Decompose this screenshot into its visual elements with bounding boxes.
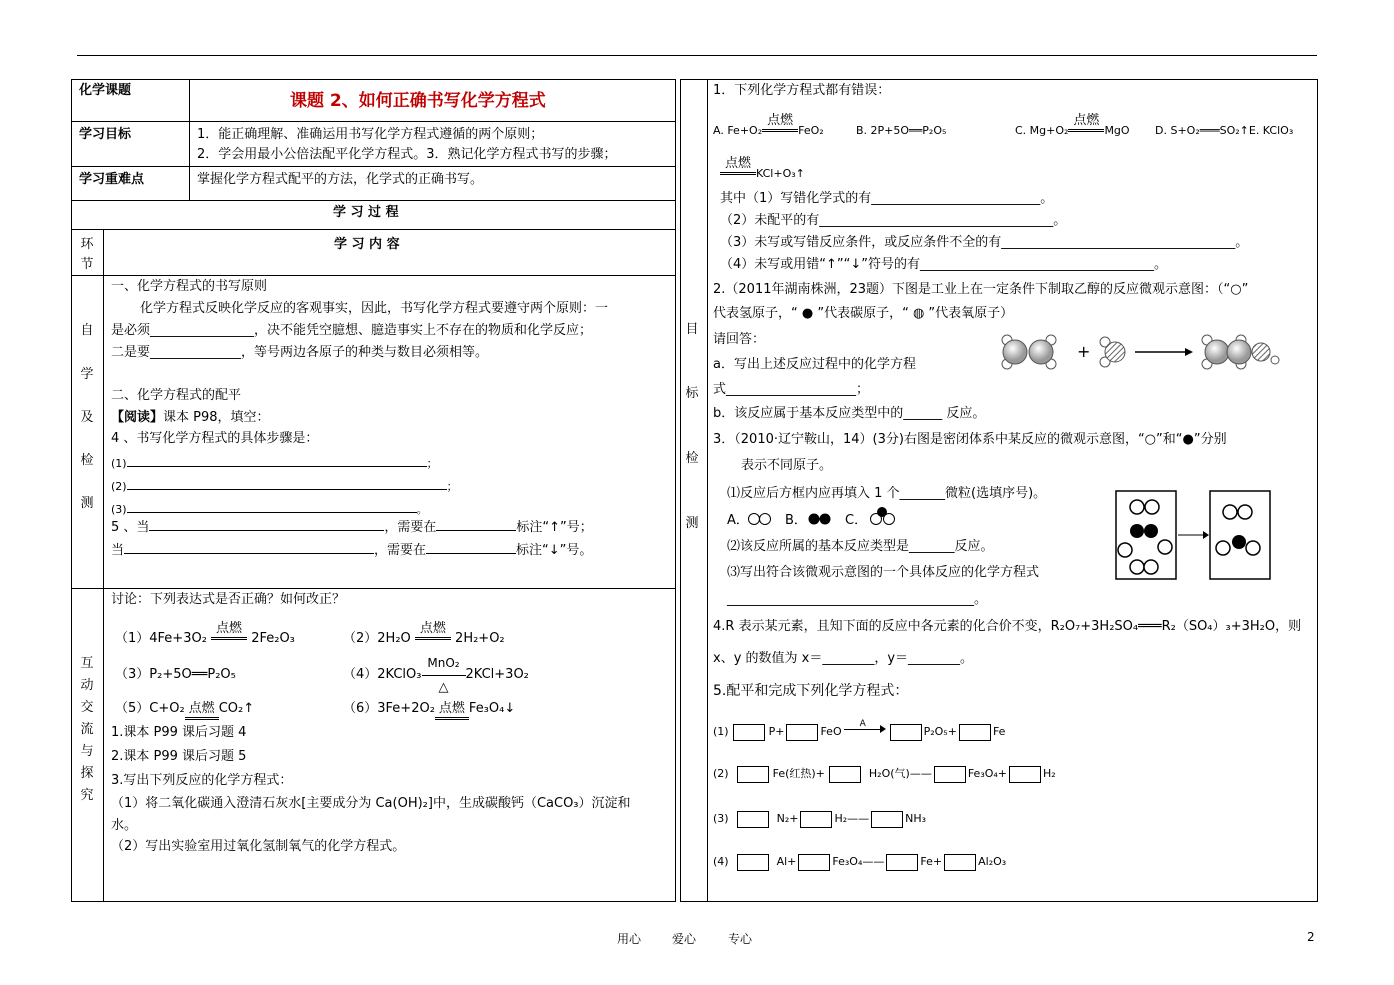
step-1: (1) ； xyxy=(111,453,438,473)
q2-a2: 式____________________； xyxy=(713,382,870,397)
read-tag: 【阅读】 xyxy=(111,410,164,425)
q1-2: （2）未配平的有____________________________________。 xyxy=(720,213,1067,228)
q1-B: B. 2P+5O══P₂O₅ xyxy=(856,124,947,137)
read-text: 课本 P98，填空： xyxy=(163,410,270,425)
expr-3: （3）P₂+5O══P₂O₅ xyxy=(115,667,236,682)
step-3: (3) 。 xyxy=(111,499,428,519)
q1-3: （3）未写或写错反应条件，或反应条件不全的有____________________________________。 xyxy=(720,235,1249,250)
col-stage-1: 环 xyxy=(80,237,94,252)
q1-1: 其中（1）写错化学式的有__________________________。 xyxy=(720,191,1054,206)
s1-heading: 一、化学方程式的书写原则 xyxy=(111,279,268,294)
s1-line-b: 是必须________________，决不能凭空臆想、臆造事实上不存在的物质和化学反应； xyxy=(111,323,593,338)
q3-2: ⑵该反应所属的基本反应类型是_______反应。 xyxy=(727,539,994,554)
expr-5: （5）C+O₂ 点燃 CO₂↑ xyxy=(115,701,255,716)
q3-1: ⑴反应后方框内应再填入 1 个_______微粒(选填序号)。 xyxy=(727,486,1047,501)
q5: 5.配平和完成下列化学方程式： xyxy=(713,683,909,699)
q3-3: ⑶写出符合该微观示意图的一个具体反应的化学方程式 xyxy=(727,565,1040,580)
col-content: 学 习 内 容 xyxy=(334,237,400,252)
q2-b: b．该反应属于基本反应类型中的______ 反应。 xyxy=(713,406,986,421)
interact-3: 交 xyxy=(80,700,94,715)
q3: 3．（2010·辽宁鞍山，14）(3分)右图是密闭体系中某反应的微观示意图，“○”和“●”分别 xyxy=(713,432,1227,447)
subject-label: 化学课题 xyxy=(79,83,132,98)
q1-A: A. Fe+O₂点燃FeO₂ xyxy=(713,113,824,137)
process-heading: 学 习 过 程 xyxy=(333,205,399,220)
interact-6: 探 xyxy=(80,766,94,781)
q1-4: （4）未写或用错“↑”“↓”符号的有____________________________________。 xyxy=(720,257,1167,272)
lesson-title: 课题 2、如何正确书写化学方程式 xyxy=(290,91,546,111)
homework-3: 3.写出下列反应的化学方程式： xyxy=(111,773,293,788)
side-1: 目 xyxy=(685,322,699,337)
interact-2: 动 xyxy=(80,678,94,693)
homework-3a2: 水。 xyxy=(111,818,138,833)
footer-a: 用心 xyxy=(617,932,642,946)
q2-a: a．写出上述反应过程中的化学方程 xyxy=(713,357,916,372)
rxn-2: (2) Fe(红热)+ H₂O(气)—— Fe₃O₄+ H₂ xyxy=(713,765,1056,783)
s1-line-c: 二是要______________，等号两边各原子的种类与数目必须相等。 xyxy=(111,345,489,360)
goal-label: 学习目标 xyxy=(79,127,132,142)
q4-b: x、y 的数值为 x＝________，y＝________。 xyxy=(713,651,974,666)
header-rule xyxy=(77,55,1317,56)
goal-line-1: 1．能正确理解、准确运用书写化学方程式遵循的两个原则； xyxy=(197,127,544,142)
homework-3a: （1）将二氧化碳通入澄清石灰水[主要成分为 Ca(OH)₂]中，生成碳酸钙（CaCO₃）沉淀和 xyxy=(111,796,631,811)
s2-heading: 二、化学方程式的配平 xyxy=(111,388,242,403)
ethanol-reaction-diagram xyxy=(995,328,1280,376)
q4: 4.R 表示某元素，且知下面的反应中各元素的化合价不变，R₂O₇+3H₂SO₄═══R₂（SO₄）₃+3H₂O，则 xyxy=(713,619,1302,634)
self-study-3: 及 xyxy=(80,410,94,425)
self-study-4: 检 xyxy=(80,453,94,468)
q2-ask: 请回答： xyxy=(713,332,766,347)
step-2: (2) ； xyxy=(111,476,458,496)
footer-c: 专心 xyxy=(728,932,753,946)
page-number: 2 xyxy=(1307,930,1315,944)
expr-6: （6）3Fe+2O₂ 点燃 Fe₃O₄↓ xyxy=(343,701,516,716)
key-text: 掌握化学方程式配平的方法，化学式的正确书写。 xyxy=(197,172,484,187)
q3-opt-a: A． xyxy=(727,513,749,528)
s5-line-b: 当 ，需要在 标注“↓”号。 xyxy=(111,540,592,560)
s5-line-a: 5 、当 ，需要在 标注“↑”号； xyxy=(111,517,593,537)
read-line xyxy=(111,409,270,427)
key-label: 学习重难点 xyxy=(79,172,145,187)
rxn-3: (3) N₂+ H₂—— NH₃ xyxy=(713,810,926,828)
side-3: 检 xyxy=(685,451,699,466)
q3-4: ______________________________________。 xyxy=(727,592,987,607)
s1-line-a: 化学方程式反映化学反应的客观事实，因此，书写化学方程式要遵守两个原则：一 xyxy=(140,301,609,316)
self-study-5: 测 xyxy=(80,496,94,511)
q1-C: C. Mg+O₂点燃MgO xyxy=(1015,113,1130,137)
interact-5: 与 xyxy=(80,744,94,759)
interact-7: 究 xyxy=(80,788,94,803)
s4-heading: 4 、书写化学方程式的具体步骤是： xyxy=(111,431,319,446)
self-study-1: 自 xyxy=(80,323,94,338)
q2-legend: 代表氢原子，“ ● ”代表碳原子，“ ◍ ”代表氧原子） xyxy=(713,306,1014,321)
col-stage-2: 节 xyxy=(80,257,94,272)
q1-D: D. S+O₂═══SO₂↑E. KClO₃ xyxy=(1155,124,1294,137)
fire-label: 点燃 xyxy=(211,622,247,636)
q3-b: 表示不同原子。 xyxy=(741,458,833,473)
q1: 1．下列化学方程式都有错误： xyxy=(713,83,891,98)
homework-3b: （2）写出实验室用过氧化氢制氧气的化学方程式。 xyxy=(111,839,406,854)
arrow-label: A xyxy=(859,719,866,729)
side-4: 测 xyxy=(685,516,699,531)
expr-4: （4）2KClO₃ MnO₂ △ 2KCl+3O₂ xyxy=(343,656,529,695)
side-2: 标 xyxy=(685,386,699,401)
expr-2: （2）2H₂O 点燃 2H₂+O₂ xyxy=(343,621,505,646)
rxn-4: (4) Al+ Fe₃O₄—— Fe+ Al₂O₃ xyxy=(713,853,1006,871)
q2: 2.（2011年湖南株洲，23题）下图是工业上在一定条件下制取乙醇的反应微观示意图：（“○” xyxy=(713,282,1249,297)
svg-text:+: + xyxy=(1077,342,1091,361)
q3-options-icons xyxy=(748,505,898,529)
goal-line-2: 2．学会用最小公倍法配平化学方程式。3．熟记化学方程式书写的步骤； xyxy=(197,147,617,162)
discussion: 讨论：下列表达式是否正确？如何改正？ xyxy=(111,592,346,607)
interact-1: 互 xyxy=(80,656,94,671)
closed-system-diagram xyxy=(1115,490,1275,582)
q1-E: 点燃KCl+O₃↑ xyxy=(720,165,805,183)
self-study-2: 学 xyxy=(80,367,94,382)
q3-opt-c: C． xyxy=(845,513,868,528)
expr-1: （1）4Fe+3O₂ 点燃 2Fe₂O₃ xyxy=(115,621,295,646)
footer-b: 爱心 xyxy=(672,932,697,946)
homework-1: 1.课本 P99 课后习题 4 xyxy=(111,725,247,740)
q3-opt-b: B． xyxy=(785,513,807,528)
interact-4: 流 xyxy=(80,722,94,737)
rxn-1: (1) P+ FeO A P₂O₅+ Fe xyxy=(713,723,1005,741)
homework-2: 2.课本 P99 课后习题 5 xyxy=(111,749,247,764)
